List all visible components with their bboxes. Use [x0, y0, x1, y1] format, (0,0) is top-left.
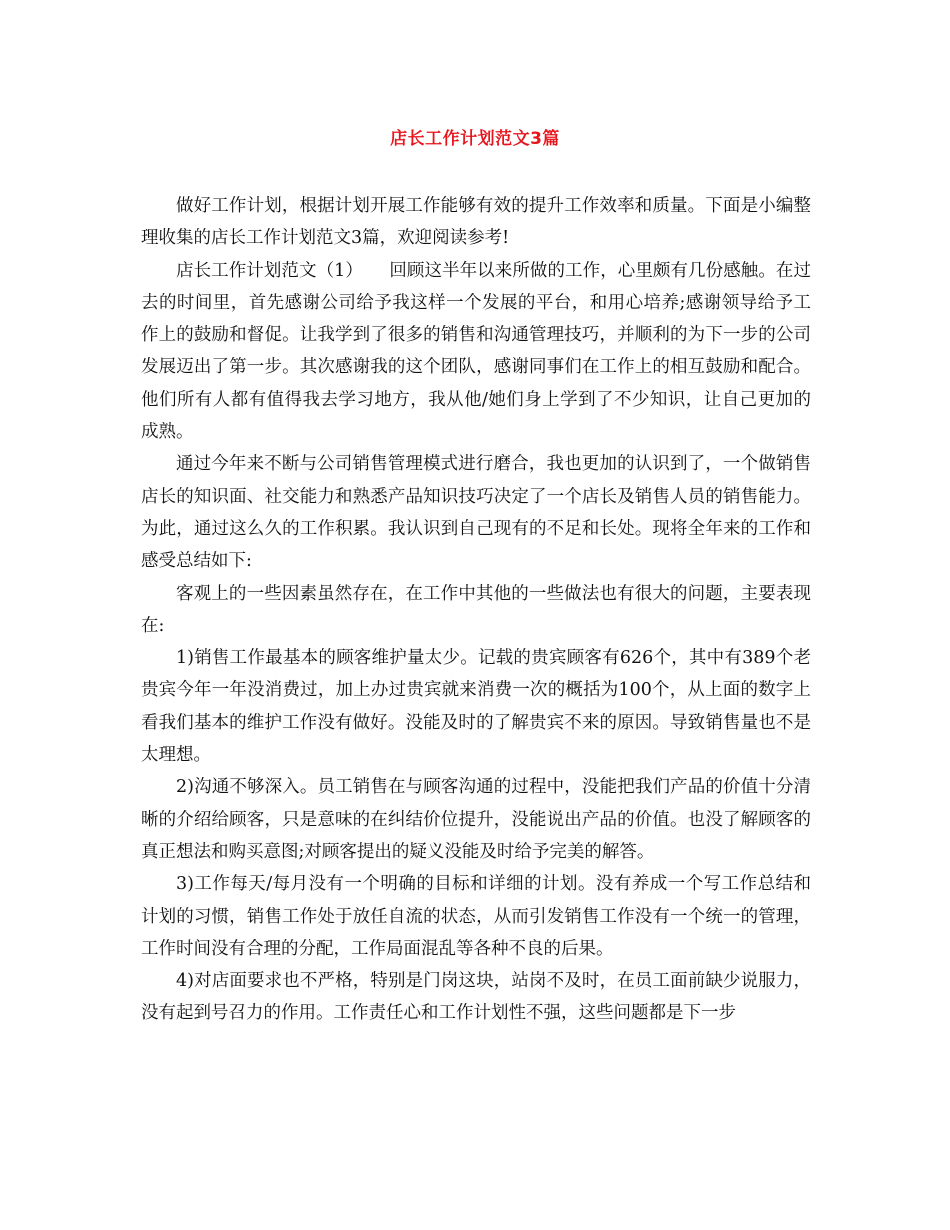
paragraph-problem-2: 2)沟通不够深入。员工销售在与顾客沟通的过程中，没能把我们产品的价值十分清晰的介绍给顾客，只是意味的在纠结价位提升，没能说出产品的价值。也没了解顾客的真正想法和购买意图;对顾客提出的疑义没能及时给予完美的解答。	[141, 777, 811, 862]
paragraph-review: 店长工作计划范文（1） 回顾这半年以来所做的工作，心里颇有几份感触。在过去的时间里，首先感谢公司给予我这样一个发展的平台，和用心培养;感谢领导给予工作上的鼓励和督促。让我学到了很多的销售和沟通管理技巧，并顺利的为下一步的公司发展迈出了第一步。其次感谢我的这个团队，感谢同事们在工作上的相互鼓励和配合。他们所有人都有值得我去学习地方，我从他/她们身上学到了不少知识，让自己更加的成熟。	[141, 260, 811, 443]
paragraph-problem-4: 4)对店面要求也不严格，特别是门岗这块，站岗不及时，在员工面前缺少说服力，没有起到号召力的作用。工作责任心和工作计划性不强，这些问题都是下一步	[141, 971, 811, 1024]
paragraph-problem-1: 1)销售工作最基本的顾客维护量太少。记载的贵宾顾客有626个，其中有389个老贵宾今年一年没消费过，加上办过贵宾就来消费一次的概括为100个，从上面的数字上看我们基本的维护工作没有做好。没能及时的了解贵宾不来的原因。导致销售量也不是太理想。	[141, 648, 811, 766]
paragraph-problems-intro: 客观上的一些因素虽然存在，在工作中其他的一些做法也有很大的问题，主要表现在:	[141, 583, 811, 636]
document-title: 店长工作计划范文3篇	[390, 129, 560, 149]
paragraph-problem-3: 3)工作每天/每月没有一个明确的目标和详细的计划。没有养成一个写工作总结和计划的习惯，销售工作处于放任自流的状态，从而引发销售工作没有一个统一的管理，工作时间没有合理的分配，工作局面混乱等各种不良的后果。	[141, 874, 811, 959]
paragraph-reflection: 通过今年来不断与公司销售管理模式进行磨合，我也更加的认识到了，一个做销售店长的知识面、社交能力和熟悉产品知识技巧决定了一个店长及销售人员的销售能力。为此，通过这么久的工作积累。我认识到自己现有的不足和长处。现将全年来的工作和感受总结如下:	[141, 454, 811, 572]
paragraph-intro: 做好工作计划，根据计划开展工作能够有效的提升工作效率和质量。下面是小编整理收集的店长工作计划范文3篇，欢迎阅读参考!	[141, 196, 811, 249]
document-body	[141, 190, 811, 1030]
